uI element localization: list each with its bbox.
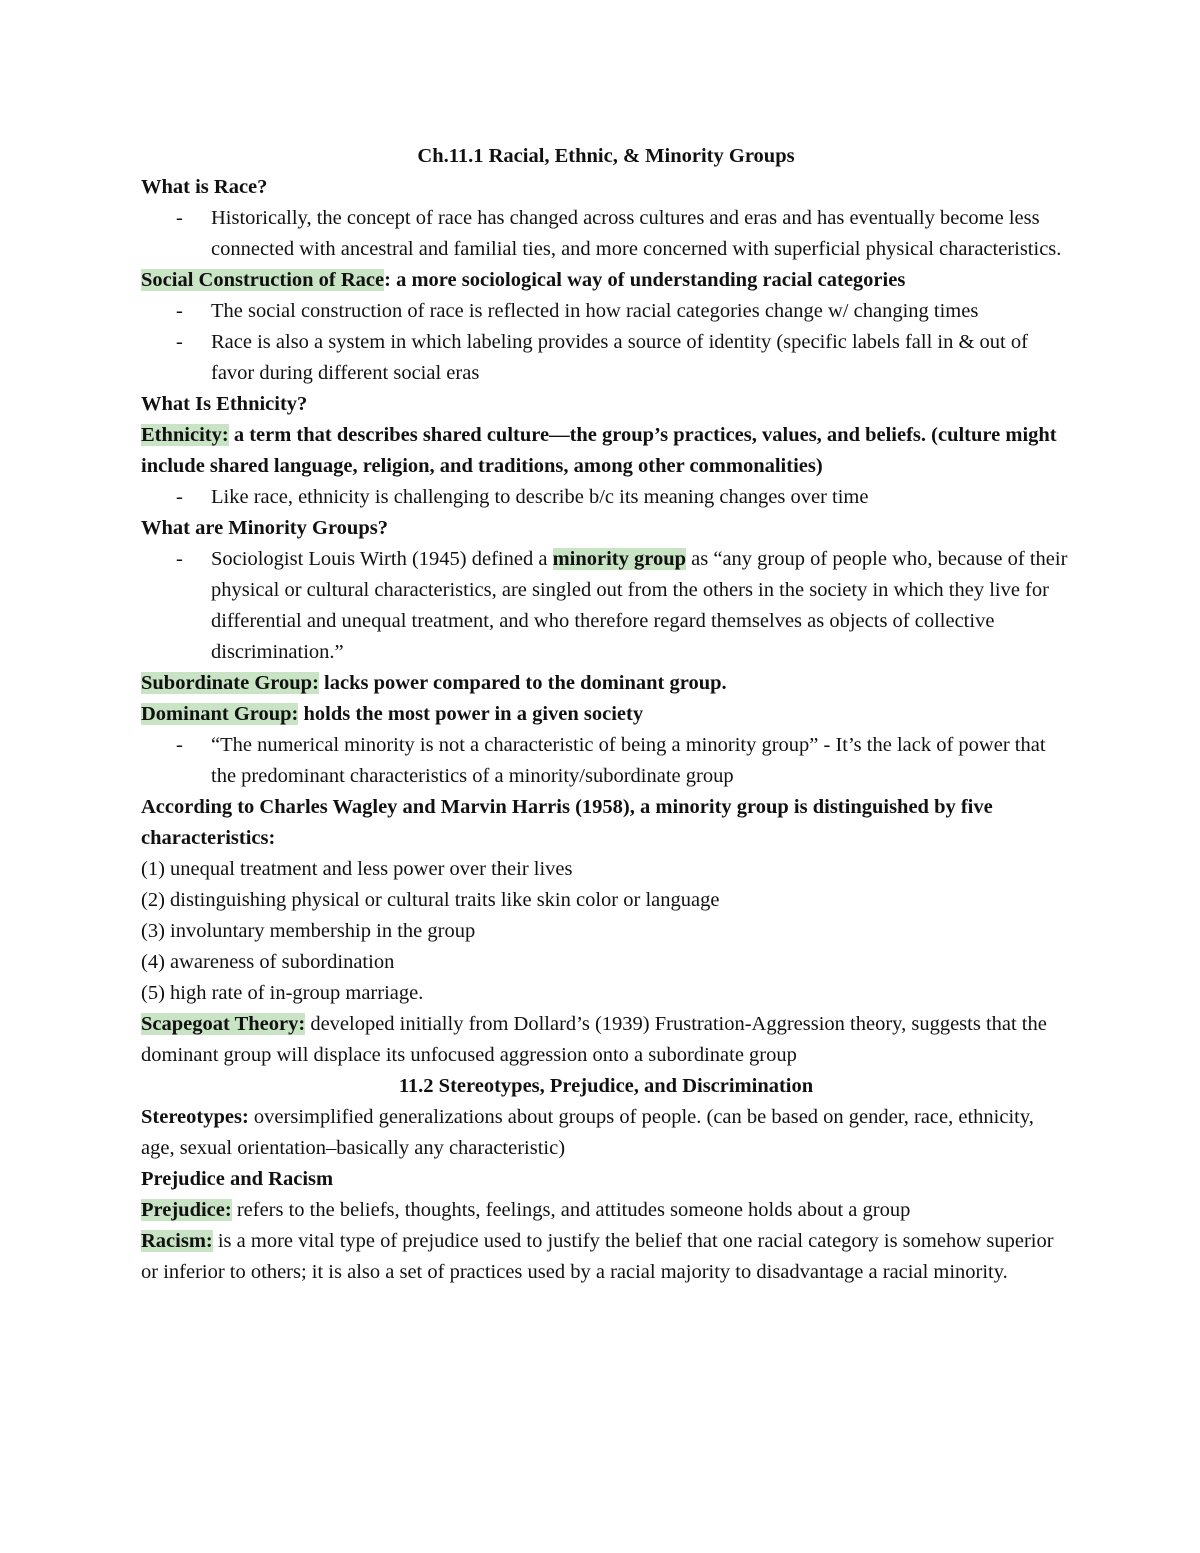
stereotypes-definition (141, 1102, 1071, 1164)
bullet-text: Race is also a system in which labeling provides a source of identity (specific labels fall in & out of favor during different social eras (211, 331, 1028, 384)
dash-bullet: - (176, 331, 183, 353)
list-item (141, 296, 1071, 327)
bullet-text: Sociologist Louis Wirth (1945) defined a (211, 548, 553, 570)
dash-bullet: - (176, 300, 183, 322)
heading-what-is-ethnicity: What Is Ethnicity? (141, 393, 308, 415)
list-item: (2) distinguishing physical or cultural traits like skin color or language (141, 889, 720, 911)
definition-text: lacks power compared to the dominant group. (318, 672, 727, 694)
list-item (141, 203, 1071, 265)
term-label: Stereotypes: (141, 1106, 249, 1128)
bullet-text: “The numerical minority is not a characteristic of being a minority group” - It’s the lack of power that the predominant characteristics of a minority/subordinate group (211, 734, 1046, 787)
term-highlight: Subordinate Group: (141, 672, 319, 694)
definition-text: oversimplified generalizations about groups of people. (can be based on gender, race, ethnicity, age, sexual orientation–basically any characteristic) (141, 1106, 1034, 1159)
definition-text: holds the most power in a given society (298, 703, 644, 725)
term-highlight: Prejudice: (141, 1199, 232, 1221)
dash-bullet: - (176, 486, 183, 508)
bullet-text: Historically, the concept of race has changed across cultures and eras and has eventually become less connected with ancestral and familial ties, and more concerned with superficial physical characteristics. (211, 207, 1062, 260)
definition-text: is a more vital type of prejudice used to justify the belief that one racial category is somehow superior or inferior to others; it is also a set of practices used by a racial majority to disadvantage a racial minority. (141, 1230, 1054, 1283)
dash-bullet: - (176, 548, 183, 570)
definition-text: developed initially from Dollard’s (1939) Frustration-Aggression theory, suggests that the dominant group will displace its unfocused aggression onto a subordinate group (141, 1013, 1047, 1066)
list-item (141, 327, 1071, 389)
scapegoat-definition (141, 1009, 1071, 1071)
term-highlight: Social Construction of Race (141, 269, 385, 291)
definition-text: a term that describes shared culture—the group’s practices, values, and beliefs. (culture might include shared language, religion, and traditions, among other commonalities) (141, 424, 1057, 477)
document-page (141, 141, 1071, 1288)
heading-prejudice-racism: Prejudice and Racism (141, 1168, 334, 1190)
ethnicity-definition (141, 420, 1071, 482)
racism-definition (141, 1226, 1071, 1288)
term-highlight: minority group (552, 548, 687, 570)
term-highlight: Scapegoat Theory: (141, 1013, 306, 1035)
list-item (141, 482, 1071, 513)
definition-text: : a more sociological way of understanding racial categories (384, 269, 906, 291)
section-title: 11.2 Stereotypes, Prejudice, and Discrimination (398, 1075, 814, 1097)
social-construction-definition (141, 265, 1071, 296)
wagley-harris-intro: According to Charles Wagley and Marvin Harris (1958), a minority group is distinguished by five characteristics: (141, 796, 993, 849)
dash-bullet: - (176, 207, 183, 229)
bullet-text: Like race, ethnicity is challenging to describe b/c its meaning changes over time (211, 486, 869, 508)
page-title: Ch.11.1 Racial, Ethnic, & Minority Groups (417, 145, 795, 167)
definition-text: refers to the beliefs, thoughts, feelings, and attitudes someone holds about a group (231, 1199, 911, 1221)
prejudice-definition (141, 1195, 1071, 1226)
term-highlight: Dominant Group: (141, 703, 299, 725)
bullet-text: as “any group of people who, because of their physical or cultural characteristics, are singled out from the others in the society in which they live for differential and unequal treatment, and who therefore regard themselves as objects of collective discrimination.” (211, 548, 1068, 663)
list-item: (3) involuntary membership in the group (141, 920, 476, 942)
dash-bullet: - (176, 734, 183, 756)
bullet-text: The social construction of race is reflected in how racial categories change w/ changing times (211, 300, 979, 322)
dominant-group-definition (141, 699, 1071, 730)
term-highlight: Racism: (141, 1230, 213, 1252)
list-item (141, 730, 1071, 792)
heading-minority-groups: What are Minority Groups? (141, 517, 388, 539)
list-item: (5) high rate of in-group marriage. (141, 982, 424, 1004)
heading-what-is-race: What is Race? (141, 176, 268, 198)
term-highlight: Ethnicity: (141, 424, 229, 446)
subordinate-group-definition (141, 668, 1071, 699)
list-item (141, 544, 1071, 668)
list-item: (1) unequal treatment and less power over their lives (141, 858, 573, 880)
list-item: (4) awareness of subordination (141, 951, 395, 973)
